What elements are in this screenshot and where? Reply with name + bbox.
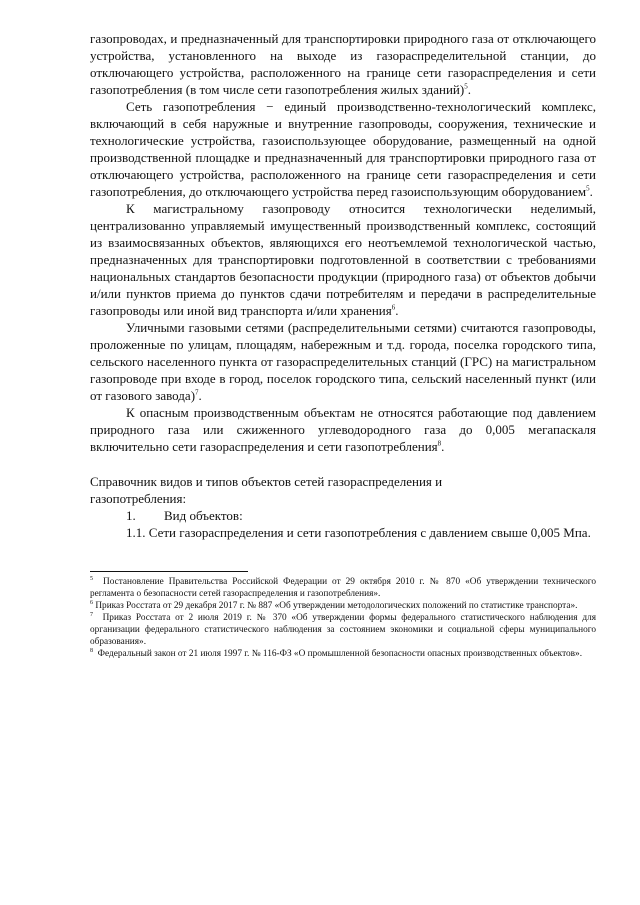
list-item-object-type — [90, 507, 596, 524]
spacer — [90, 455, 596, 473]
list-number: 1. — [126, 508, 136, 523]
footnote-number: 8 — [90, 647, 93, 654]
footnote-7 — [90, 612, 596, 648]
footnote-number: 6 — [90, 599, 93, 606]
paragraph-hazardous-objects: К опасным производственным объектам не относятся работающие под давлением природного газа или сжиженного углеводородного газа до 0,005 мегапаскаля включительно сети газораспределения и сети газопотребления$^8$. — [90, 405, 596, 454]
paragraph-main-pipeline: К магистральному газопроводу относится технологически неделимый, централизованно управляемый имущественный производственный комплекс, состоящий из взаимосвязанных объектов, являющихся его неотъемлемой технологической частью, предназначенных для транспортировки подготовленной в соответствии с требованиями национальных стандартов безопасности продукции (природного газа) от объектов добычи и/или пунктов приема до пунктов сдачи потребителям и передачи в распределительные газопроводы или иной вид транспорта и/или хранения$^6$. — [90, 201, 596, 318]
paragraph-text: Уличными газовыми сетями (распределительными сетями) считаются газопроводы, проложенные по улицам, площадям, набережным и т.д. города, поселка городского типа, сельского населенного пункта от газораспределительных станций (ГРС) на магистральном газопроводе при входе в город, поселок городского типа, сельский населенный пункт (или от газового завода) — [90, 320, 596, 403]
list-item-networks-pressure: 1.1. Сети газораспределения и сети газопотребления с давлением свыше 0,005 Мпа. — [126, 525, 591, 540]
paragraph-text: К опасным производственным объектам не относятся работающие под давлением природного газа или сжиженного углеводородного газа до 0,005 мегапаскаля включительно сети газораспределения и сети газопотребления — [90, 405, 596, 454]
footnote-8 — [90, 648, 596, 660]
footnote-ref: 7 — [195, 388, 199, 397]
footnote-5 — [90, 576, 596, 600]
footnote-number: 5 — [90, 575, 93, 582]
paragraph-text: газопроводах, и предназначенный для транспортировки природного газа от отключающего устройства, установленного на выходе из газораспределительной станции, до отключающего устройства, расположенного на границе сети газораспределения и сети газопотребления (в том числе сети газопотребления жилых зданий) — [90, 31, 596, 97]
paragraph-text: К магистральному газопроводу относится технологически неделимый, централизованно управляемый имущественный производственный комплекс, состоящий из взаимосвязанных объектов, являющихся его неотъемлемой технологической частью, предназначенных для транспортировки подготовленной в соответствии с требованиями национальных стандартов безопасности продукции (природного газа) от объектов добычи и/или пунктов приема до пунктов сдачи потребителям и передачи в распределительные газопроводы или иной вид транспорта и/или хранения — [90, 201, 596, 318]
footnote-text: Федеральный закон от 21 июля 1997 г. № 116-ФЗ «О промышленной безопасности опасных производственных объектов». — [97, 649, 583, 659]
paragraph-street-networks: Уличными газовыми сетями (распределительными сетями) считаются газопроводы, проложенные по улицам, площадям, набережным и т.д. города, поселка городского типа, сельского населенного пункта от газораспределительных станций (ГРС) на магистральном газопроводе при входе в город, поселок городского типа, сельский населенный пункт (или от газового завода)$^7$. — [90, 320, 596, 403]
list-label: Вид объектов: — [164, 508, 243, 523]
footnote-ref: 5 — [464, 82, 468, 91]
footnote-text: Приказ Росстата от 2 июля 2019 г. № 370 «Об утверждении формы федерального статистического наблюдения для организации федерального статистического наблюдения за состоянием экономики и социальной сферы муниципального образования». — [90, 613, 596, 647]
document-page — [90, 30, 596, 660]
paragraph-consumption-network: Сеть газопотребления − единый производственно-технологический комплекс, включающий в себя наружные и внутренние газопроводы, сооружения, технические и технологические устройства, газоиспользующее оборудование, размещенный на одной производственной площадке и предназначенный для транспортировки природного газа от отключающего устройства, расположенного на границе сети газораспределения и сети газопотребления, до отключающего устройства перед газоиспользующим оборудованием$^5$. — [90, 99, 596, 199]
footnote-ref: 6 — [391, 303, 396, 312]
footnote-divider — [90, 571, 248, 572]
footnote-6 — [90, 600, 596, 612]
paragraph-gas-pipelines-continued: газопроводах, и предназначенный для транспортировки природного газа от отключающего устройства, установленного на выходе из газораспределительной станции, до отключающего устройства, расположенного на границе сети газораспределения и сети газопотребления (в том числе сети газопотребления жилых зданий)$^5$. — [90, 31, 596, 97]
footnote-text: Постановление Правительства Российской Федерации от 29 октября 2010 г. № 870 «Об утверждении технического регламента о безопасности сетей газораспределения и газопотребления». — [90, 577, 596, 599]
footnote-ref: 8 — [437, 439, 442, 448]
footnote-ref: 5 — [586, 184, 590, 193]
paragraph-text: Сеть газопотребления − единый производственно-технологический комплекс, включающий в себя наружные и внутренние газопроводы, сооружения, технические и технологические устройства, газоиспользующее оборудование, размещенный на одной производственной площадке и предназначенный для транспортировки природного газа от отключающего устройства, расположенного на границе сети газораспределения и сети газопотребления, до отключающего устройства перед газоиспользующим оборудованием — [90, 99, 596, 199]
handbook-title: Справочник видов и типов объектов сетей газораспределения и газопотребления: — [90, 474, 443, 506]
footnote-text: Приказ Росстата от 29 декабря 2017 г. № 887 «Об утверждении методологических положений по статистике транспорта». — [95, 601, 578, 611]
footnote-number: 7 — [90, 611, 93, 618]
